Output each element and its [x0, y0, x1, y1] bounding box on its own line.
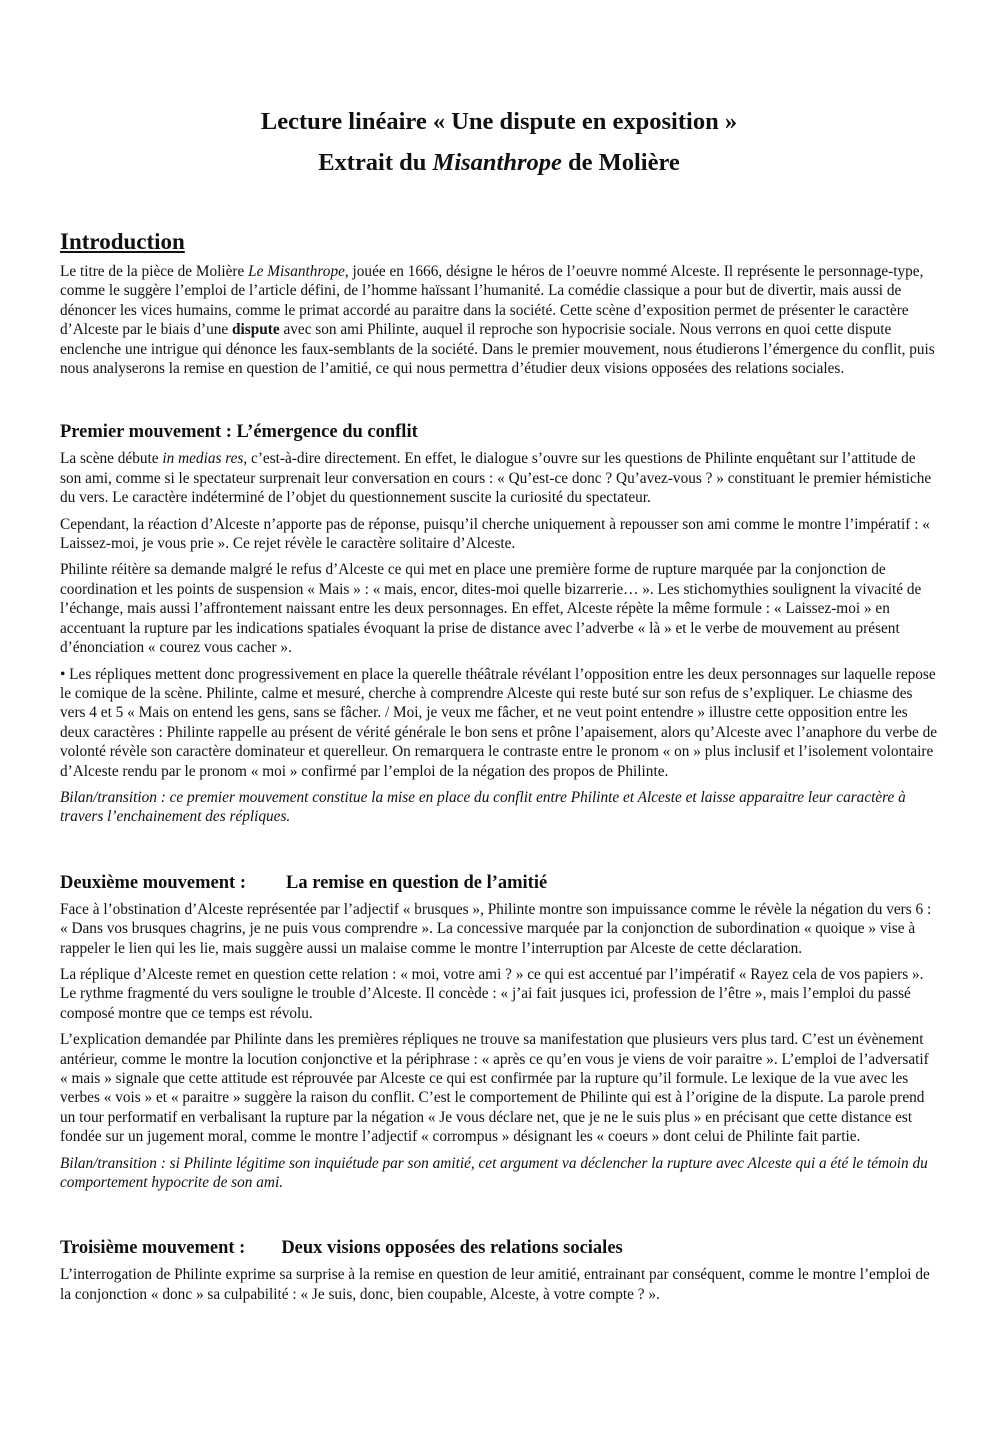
work-title-italic: Le Misanthrope	[248, 263, 345, 280]
subtitle-prefix: Extrait du	[318, 149, 433, 176]
section-2-bilan: Bilan/transition : si Philinte légitime son inquiétude par son amitié, cet argument va déclencher la rupture avec Alceste qui a été le témoin du comportement hypocrite de son ami.	[60, 1154, 928, 1192]
section-2-paragraph-2: La réplique d’Alceste remet en question cette relation : « moi, votre ami ? » ce qui est accentué par l’impératif « Rayez cela de vos papiers ». Le rythme fragmenté du vers souligne le trouble d’Alceste. Il concède : « j’ai fait jusques ici, profession de l’être », mais l’emploi du passé composé montre que ce temps est révolu.	[60, 965, 924, 1022]
section-1-paragraph-1: La scène débute in medias res, c’est-à-dire directement. En effet, le dialogue s’ouvre sur les questions de Philinte enquêtant sur l’attitude de son ami, comme si le spectateur surprenait leur conversation en cours : « Qu’est-ce donc ? Qu’avez-vous ? » constituant le premier hémistiche du vers. Le caractère indéterminé de l’objet du questionnement suscite la curiosité du spectateur.	[60, 450, 932, 507]
section-1-paragraph-3: Philinte réitère sa demande malgré le refus d’Alceste ce qui met en place une première forme de rupture marquée par la conjonction de coordination et les points de suspension « Mais » : « mais, encor, dites-moi quelle bizarrerie… ». Les stichomythies soulignent la vivacité de l’échange, mais aussi l’affrontement naissant entre les deux personnages. En effet, Alceste répète la même formule : « Laissez-moi » en accentuant la rupture par les indications spatiales évoquant la prise de distance avec l’adverbe « là » et le verbe de mouvement au présent d’énonciation « courez vous cacher ».	[60, 561, 922, 657]
subtitle-work-title: Misanthrope	[432, 149, 562, 176]
subtitle-suffix: de Molière	[561, 149, 680, 176]
section-1-paragraph-2: Cependant, la réaction d’Alceste n’apporte pas de réponse, puisqu’il cherche uniquement à repousser son ami comme le montre l’impératif : « Laissez-moi, je vous prie ». Ce rejet révèle le caractère solitaire d’Alceste.	[60, 515, 930, 553]
section-2-paragraph-3: L’explication demandée par Philinte dans les premières répliques ne trouve sa manifestation que plusieurs vers plus tard. C’est un évènement antérieur, comme le montre la locution conjonctive et la périphrase : « après ce qu’en vous je viens de voir paraitre ». L’emploi de l’adversatif « mais » signale que cette attitude est réprouvée par Alceste ce qui est confirmée par la rupture qu’il formule. Le lexique de la vue avec les verbes « vois » et « paraitre » suggère la raison du conflit. C’est le comportement de Philinte qui est à l’origine de la dispute. La parole prend un tour performatif en verbalisant la rupture par la négation « Je vous déclare net, que je ne le suis plus » en précisant que cette distance est fondée sur un jugement moral, comme le montre l’adjectif « corrompus » désignant les « coeurs » dont celui de Philinte fait partie.	[60, 1031, 929, 1146]
document-title	[60, 0, 938, 142]
section-3-heading: Troisième mouvement : Deux visions opposées des relations sociales	[60, 1238, 623, 1259]
keyword-bold: dispute	[232, 321, 280, 339]
section-2-heading: Deuxième mouvement : La remise en question de l’amitié	[60, 872, 548, 893]
introduction-heading: Introduction	[60, 229, 185, 254]
section-3-paragraph-1: L’interrogation de Philinte exprime sa surprise à la remise en question de leur amitié, entrainant par conséquent, comme le montre l’emploi de la conjonction « donc » sa culpabilité : « Je suis, donc, bien coupable, Alceste, à votre compte ? ».	[60, 1266, 930, 1303]
document-subtitle	[60, 142, 938, 183]
introduction-paragraph: Le titre de la pièce de Molière Le Misanthrope, jouée en 1666, désigne le héros de l’oeuvre nommé Alceste. Il représente le personnage-type, comme le suggère l’emploi de l’article défini, de l’homme haïssant l’humanité. La comédie classique a pour but de divertir, mais aussi de dénoncer les vices humains, comme le primat accordé au paraitre dans la société. Cette scène d’exposition permet de présenter le caractère d’Alceste par le biais d’une dispute avec son ami Philinte, auquel il reproche son hypocrisie sociale. Nous verrons en quoi cette dispute enclenche une intrigue qui dénonce les faux-semblants de la société. Dans le premier mouvement, nous étudierons l’émergence du conflit, puis nous analyserons la remise en question de l’amitié, ce qui nous permettra d’étudier deux visions opposées des relations sociales.	[60, 263, 935, 378]
title-line-1: Lecture linéaire « Une dispute en exposition »	[260, 108, 738, 135]
section-2-paragraph-1: Face à l’obstination d’Alceste représentée par l’adjectif « brusques », Philinte montre son impuissance comme le révèle la négation du vers 6 : « Dans vos brusques chagrins, je ne puis vous comprendre ». La concessive marquée par la conjonction de subordination « quoique » vise à rappeler le lien qui les lie, mais suggère aussi un malaise comme le montre l’interruption par Alceste de cette déclaration.	[60, 900, 932, 957]
section-1-bilan: Bilan/transition : ce premier mouvement constitue la mise en place du conflit entre Philinte et Alceste et laisse apparaitre leur caractère à travers l’enchainement des répliques.	[60, 788, 906, 826]
section-1-heading: Premier mouvement : L’émergence du conflit	[60, 422, 418, 443]
section-1-paragraph-4: • Les répliques mettent donc progressivement en place la querelle théâtrale révélant l’opposition entre les deux personnages sur laquelle repose le comique de la scène. Philinte, calme et mesuré, cherche à comprendre Alceste qui reste buté sur son refus de s’expliquer. Le chiasme des vers 4 et 5 « Mais on entend les gens, sans se fâcher. / Moi, je veux me fâcher, et ne veut point entendre » illustre cette opposition entre les deux caractères : Philinte rappelle au présent de vérité générale le bon sens et prône l’apaisement, alors qu’Alceste avec l’anaphore du verbe de volonté révèle son caractère dominateur et querelleur. On remarquera le contraste entre le pronom « on » plus inclusif et l’isolement volontaire d’Alceste rendu par le pronom « moi » confirmé par l’emploi de la négation des propos de Philinte.	[60, 665, 938, 780]
